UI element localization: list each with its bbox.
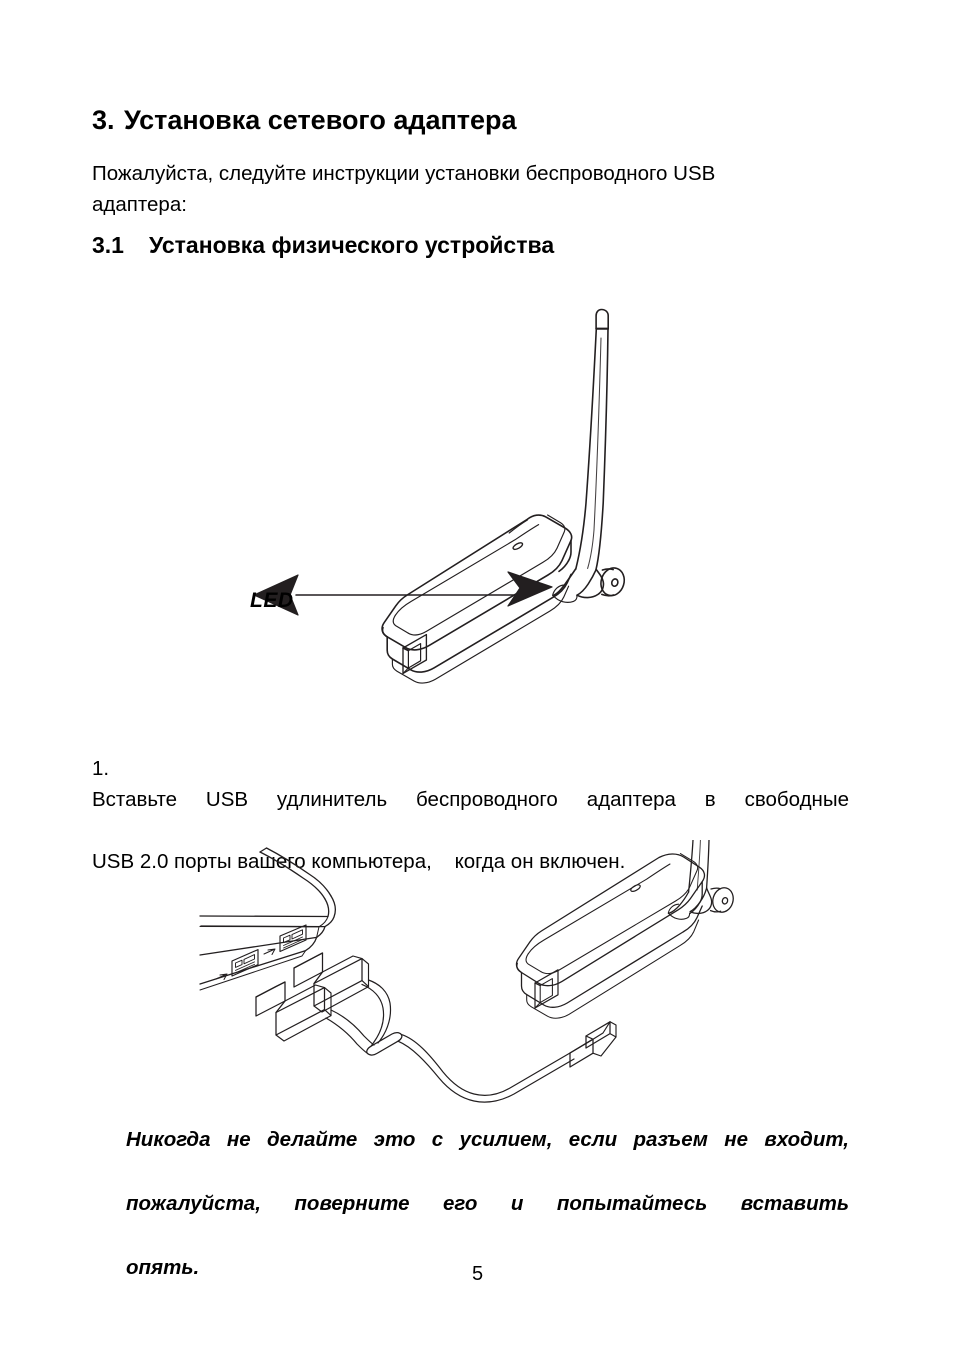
warning-line-3: опять. <box>126 1256 200 1279</box>
step-marker: 1. <box>92 757 110 780</box>
section-number: 3. <box>92 105 115 135</box>
warning-line-2: пожалуйста, поверните его и попытайтесь вставить <box>126 1192 849 1215</box>
led-label: LED <box>250 589 294 612</box>
figure-laptop-connection <box>198 840 760 1122</box>
warning-text <box>126 1124 849 1284</box>
antenna-icon <box>576 310 608 570</box>
step-line-2: USB 2.0 порты вашего компьютера, когда он включен. <box>92 850 626 873</box>
page-number: 5 <box>471 1263 484 1285</box>
subsection-title <box>92 230 852 260</box>
led-indicator-icon-2 <box>631 885 640 892</box>
usb-adapter-body <box>382 515 572 683</box>
usb-plug-lower <box>256 982 331 1041</box>
intro-line-2: адаптера: <box>92 193 187 216</box>
laptop-corner <box>200 848 335 990</box>
page-title <box>92 103 852 137</box>
mini-usb-plug <box>570 1022 616 1067</box>
usb-port-lower-icon <box>216 950 258 980</box>
intro-line-1: Пожалуйста, следуйте инструкции установки беспроводного USB <box>92 162 716 185</box>
laptop-connection-illustration <box>198 840 760 1122</box>
adapter-led-illustration <box>240 298 660 718</box>
figure-adapter-led <box>240 298 660 718</box>
section-title: Установка сетевого адаптера <box>124 105 517 135</box>
step-line-1: Вставьте USB удлинитель беспроводного адаптера в свободные <box>92 788 849 811</box>
warning-line-1: Никогда не делайте это с усилием, если разъем не входит, <box>126 1128 849 1151</box>
antenna-icon-2 <box>689 840 709 892</box>
led-pointer-arrow <box>254 572 552 615</box>
led-indicator-icon <box>513 543 522 550</box>
subsection-number: 3.1 <box>92 232 124 258</box>
usb-cable <box>326 980 574 1102</box>
usb-adapter-body-2 <box>516 854 704 1019</box>
subsection-title-text: Установка физического устройства <box>149 232 555 258</box>
